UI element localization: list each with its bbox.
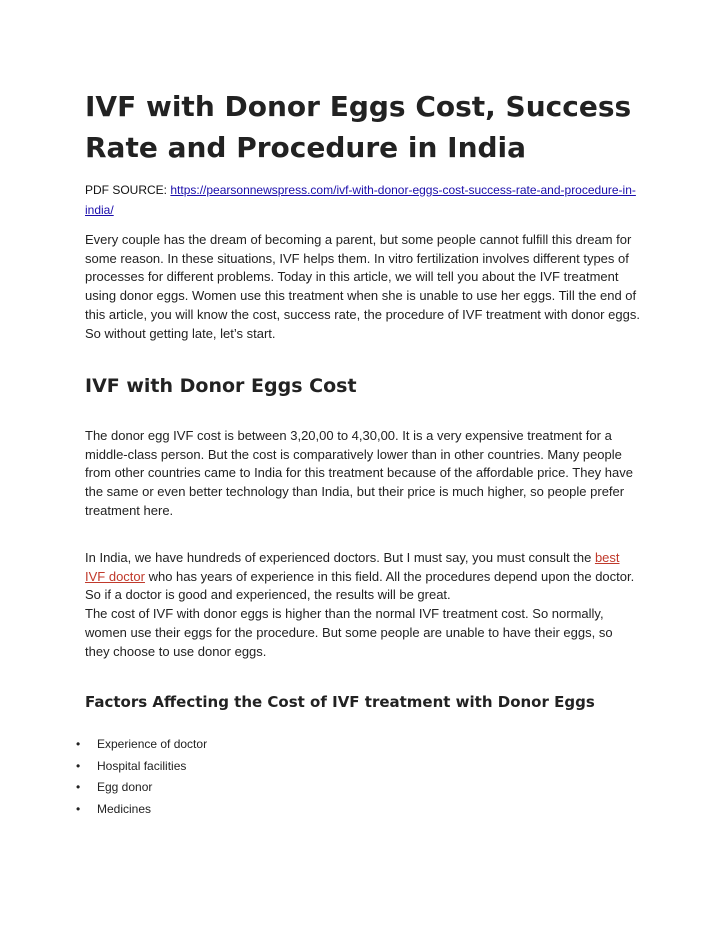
- pdf-source: [85, 180, 640, 220]
- article-title: IVF with Donor Eggs Cost, Success Rate and Procedure in India: [85, 90, 632, 164]
- bullet-icon: •: [76, 737, 81, 751]
- list-item-text: Egg donor: [97, 780, 153, 795]
- best-ivf-doctor-link[interactable]: best IVF doctor: [85, 550, 620, 584]
- list-item: [0, 757, 600, 779]
- list-item: [0, 778, 600, 800]
- factors-list: [0, 735, 600, 822]
- pdf-source-link[interactable]: https://pearsonnewspress.com/ivf-with-donor-eggs-cost-success-rate-and-procedure-in-india/: [85, 183, 636, 217]
- bullet-icon: •: [76, 802, 81, 817]
- factors-heading: Factors Affecting the Cost of IVF treatment with Donor Eggs: [85, 693, 595, 711]
- intro-paragraph: Every couple has the dream of becoming a parent, but some people cannot fulfill this dream for some reason. In these situations, IVF helps them. In vitro fertilization involves different types of processes for different problems. Today in this article, we will tell you about the IVF treatment using donor eggs. Women use this treatment when she is unable to use her eggs. Till the end of this article, you will know the cost, success rate, the procedure of IVF treatment with donor eggs. So without getting late, let’s start.: [85, 232, 640, 341]
- list-item: [0, 735, 600, 757]
- list-item: [0, 800, 600, 822]
- cost-heading: IVF with Donor Eggs Cost: [85, 375, 357, 397]
- bullet-icon: •: [76, 758, 81, 773]
- doctor-text-before: In India, we have hundreds of experienced doctors. But I must say, you must consult the: [85, 550, 595, 565]
- doctor-text-second: The cost of IVF with donor eggs is higher than the normal IVF treatment cost. So normally, women use their eggs for the procedure. But some people are unable to have their eggs, so they choose to use donor eggs.: [85, 606, 613, 659]
- doctor-text-after: who has years of experience in this field. All the procedures depend upon the doctor. So if a doctor is good and experienced, the results will be great.: [85, 568, 635, 603]
- bullet-icon: •: [76, 780, 81, 795]
- pdf-source-label: PDF SOURCE:: [85, 183, 168, 197]
- list-item-text: Hospital facilities: [97, 758, 187, 773]
- list-item-text: Experience of doctor: [97, 737, 208, 751]
- list-item-text: Medicines: [97, 802, 152, 817]
- doctor-paragraph: [85, 549, 640, 661]
- cost-paragraph: The donor egg IVF cost is between 3,20,00 to 4,30,00. It is a very expensive treatment for a middle-class person. But the cost is comparatively lower than in other countries. Many people from other countries came to India for this treatment because of the affordable price. They have the same or even better technology than India, but their price is much higher, so people prefer treatment here.: [85, 428, 633, 518]
